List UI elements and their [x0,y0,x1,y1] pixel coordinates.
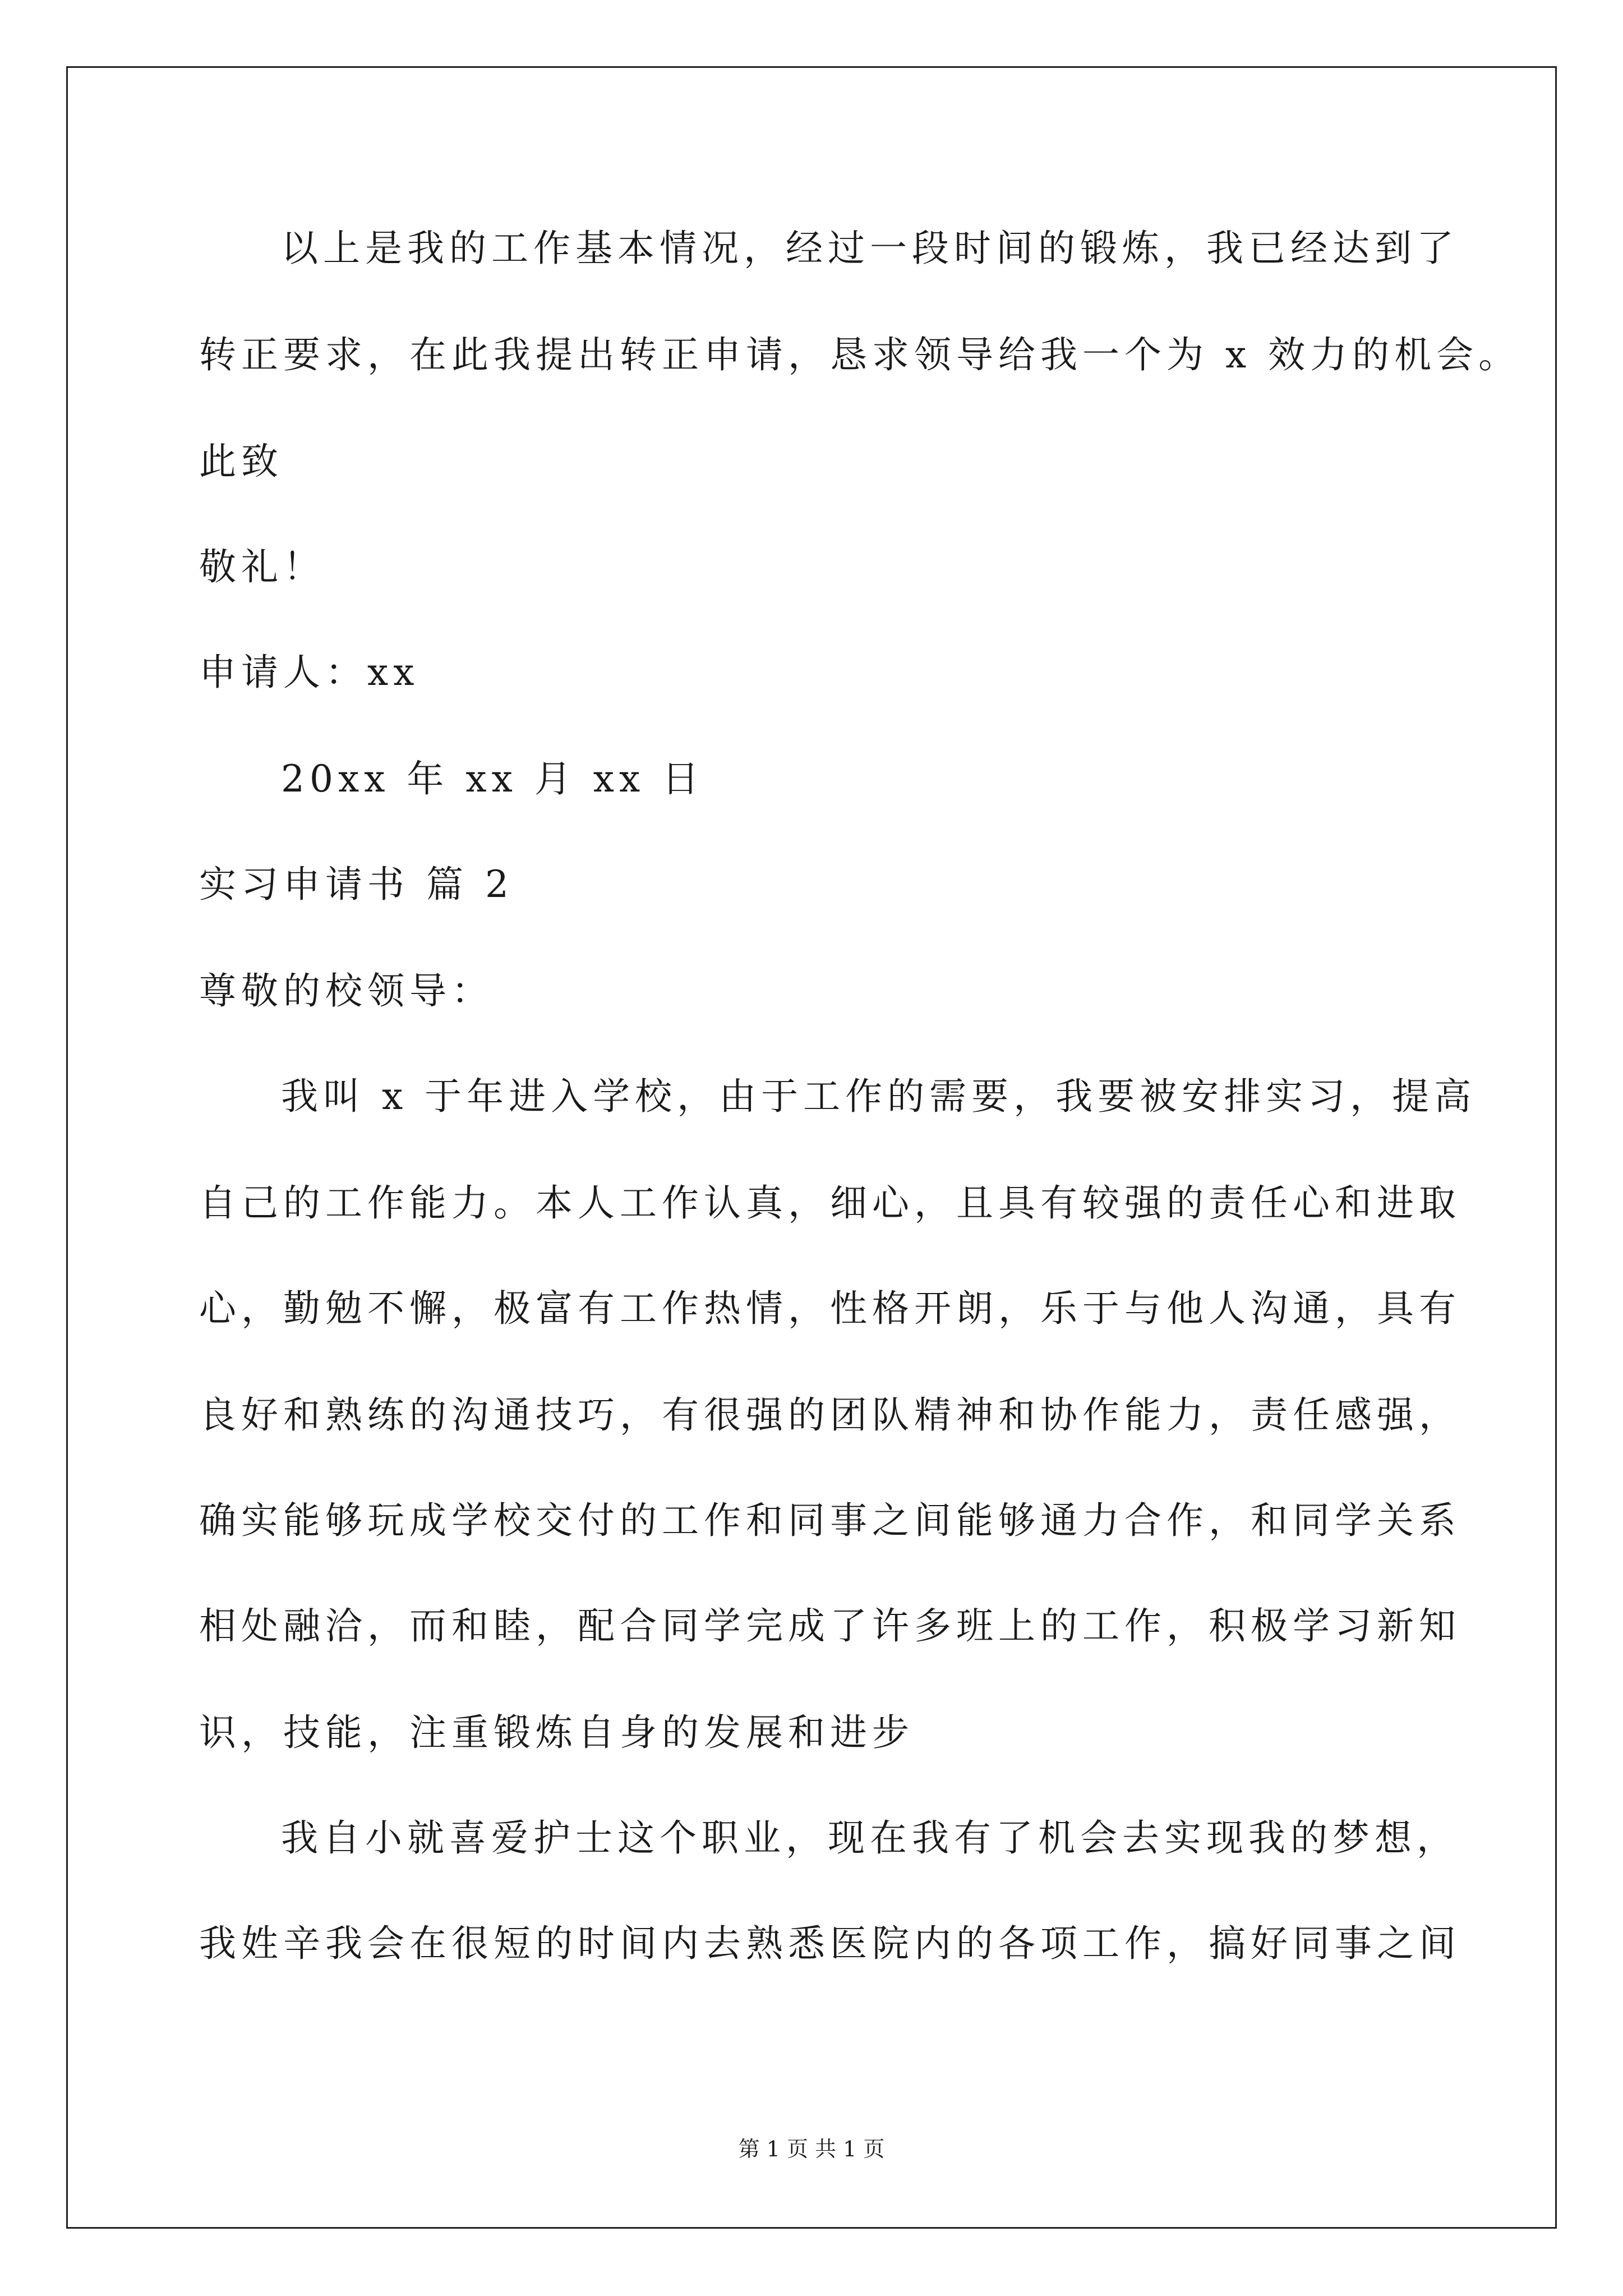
paragraph-line: 我姓辛我会在很短的时间内去熟悉医院内的各项工作，搞好同事之间 [199,1922,1461,1965]
section-heading: 实习申请书 篇 2 [199,863,514,906]
greeting: 尊敬的校领导： [199,969,494,1013]
paragraph-line: 自己的工作能力。本人工作认真，细心，且具有较强的责任心和进取 [199,1181,1461,1225]
paragraph-line: 识，技能，注重锻炼自身的发展和进步 [199,1711,914,1754]
applicant-signature: 申请人：xx [199,651,419,694]
page-number: 第 1 页 共 1 页 [738,2137,885,2161]
page-frame [66,66,1557,2229]
date-line: 20xx 年 xx 月 xx 日 [281,757,704,800]
paragraph-line: 我自小就喜爱护士这个职业，现在我有了机会去实现我的梦想， [281,1816,1459,1860]
closing-salutation: 此致 [199,440,283,483]
paragraph-line: 我叫 x 于年进入学校，由于工作的需要，我要被安排实习，提高 [281,1075,1477,1118]
paragraph-line: 心，勤勉不懈，极富有工作热情，性格开朗，乐于与他人沟通，具有 [199,1287,1461,1330]
paragraph-line: 转正要求，在此我提出转正申请，恳求领导给我一个为 x 效力的机会。 [199,333,1521,376]
paragraph-line: 以上是我的工作基本情况，经过一段时间的锻炼，我已经达到了 [281,227,1459,270]
paragraph-line: 良好和熟练的沟通技巧，有很强的团队精神和协作能力，责任感强， [199,1393,1461,1437]
paragraph-line: 相处融洽，而和睦，配合同学完成了许多班上的工作，积极学习新知 [199,1604,1461,1648]
paragraph-line: 确实能够玩成学校交付的工作和同事之间能够通力合作，和同学关系 [199,1499,1461,1542]
closing-regards: 敬礼！ [199,545,325,588]
